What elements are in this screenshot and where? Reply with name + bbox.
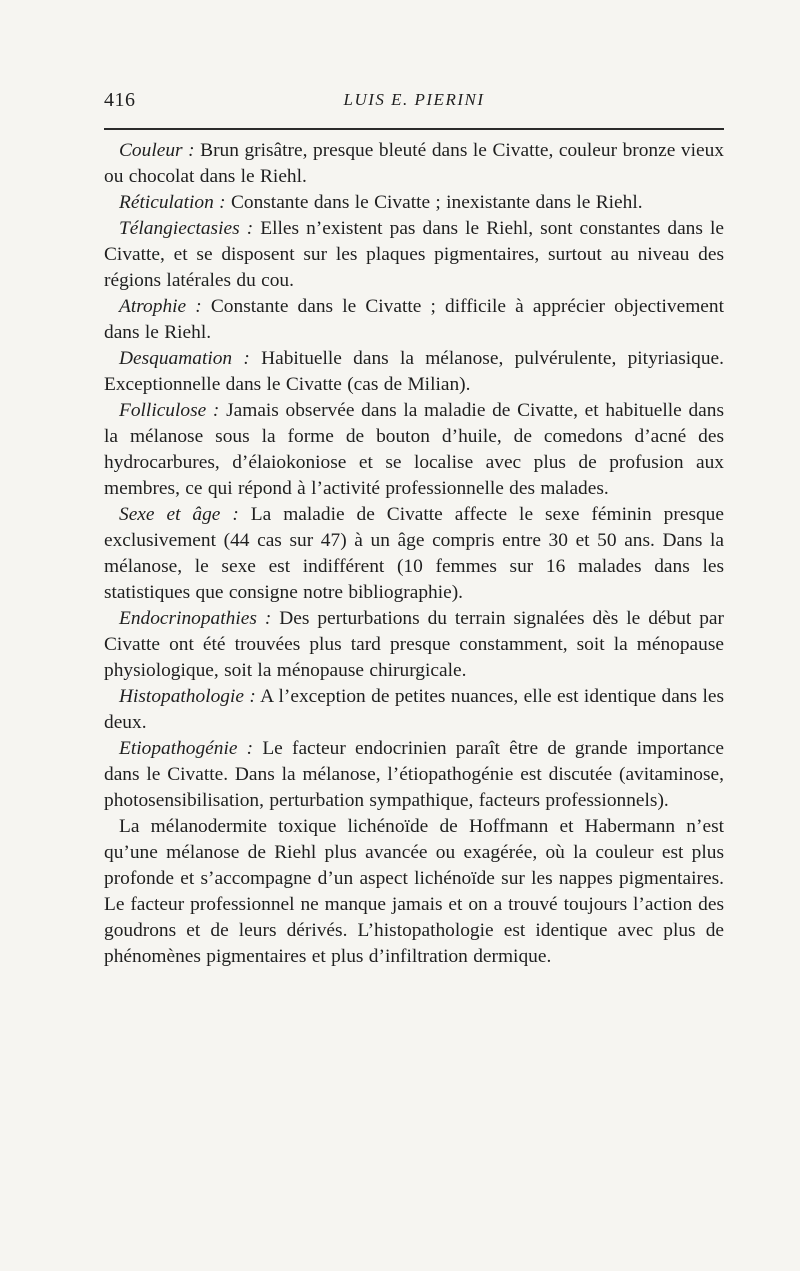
term-label: Réticulation : [119, 192, 226, 213]
paragraph-desquamation [104, 346, 724, 398]
paragraph-text: Des perturbations du terrain signalées dès le début par Civatte ont été trouvées plus tard presque constamment, soit la ménopause physiologique, soit la ménopause chirurgicale. [104, 608, 724, 681]
paragraph-text: Brun grisâtre, presque bleuté dans le Civatte, couleur bronze vieux ou chocolat dans le Riehl. [104, 140, 724, 187]
paragraph-endocrinopathies [104, 606, 724, 684]
term-label: Atrophie : [119, 296, 202, 317]
term-label: Télangiectasies : [119, 218, 254, 239]
term-label: Endocrinopathies : [119, 608, 272, 629]
term-label: Histopathologie : [119, 686, 256, 707]
paragraph-text: La mélanodermite toxique lichénoïde de Hoffmann et Habermann n’est qu’une mélanose de Riehl plus avancée ou exagérée, où la couleur est plus profonde et s’accompagne d’un aspect lichénoïde sur les nappes pigmentaires. Le facteur professionnel ne manque jamais et on a trouvé toujours l’action des goudrons et de leurs dérivés. L’histopathologie est identique avec plus de phénomènes pigmentaires et plus d’infiltration dermique. [104, 816, 724, 967]
paragraph-atrophie [104, 294, 724, 346]
running-head: LUIS E. PIERINI [343, 90, 485, 109]
term-label: Etiopathogénie : [119, 738, 254, 759]
paragraph-text: La maladie de Civatte affecte le sexe féminin presque exclusivement (44 cas sur 47) à un âge compris entre 30 et 50 ans. Dans la mélanose, le sexe est indifférent (10 femmes sur 16 malades dans les statistiques que consigne notre bibliographie). [104, 504, 724, 603]
page-header [104, 89, 724, 117]
term-label: Sexe et âge : [119, 504, 239, 525]
paragraph-histopathologie [104, 684, 724, 736]
paragraph-melanodermite [104, 814, 724, 970]
term-label: Folliculose : [119, 400, 220, 421]
paragraph-text: Habituelle dans la mélanose, pulvérulente, pityriasique. Exceptionnelle dans le Civatte (cas de Milian). [104, 348, 724, 395]
paragraph-text: Jamais observée dans la maladie de Civatte, et habituelle dans la mélanose sous la forme de bouton d’huile, de comedons d’acné des hydrocarbures, d’élaiokoniose et se localise avec plus de profusion aux membres, ce qui répond à l’activité professionnelle des malades. [104, 400, 725, 499]
paragraph-text: Le facteur endocrinien paraît être de grande importance dans le Civatte. Dans la mélanose, l’étiopathogénie est discutée (avitaminose, photosensibilisation, perturbation sympathique, facteurs professionnels). [104, 738, 724, 811]
paragraph-text: A l’exception de petites nuances, elle est identique dans les deux. [104, 686, 724, 733]
header-rule [104, 128, 724, 130]
paragraph-sexe-age [104, 502, 724, 606]
paragraph-telangiectasies [104, 216, 724, 294]
paragraph-etiopathogenie [104, 736, 724, 814]
term-label: Couleur : [119, 140, 195, 161]
paragraph-couleur [104, 138, 724, 190]
paragraph-text: Elles n’existent pas dans le Riehl, sont constantes dans le Civatte, et se disposent sur les plaques pigmentaires, surtout au niveau des régions latérales du cou. [104, 218, 724, 291]
page-number: 416 [104, 89, 136, 111]
paragraph-text: Constante dans le Civatte ; inexistante dans le Riehl. [225, 192, 643, 213]
paragraph-folliculose [104, 398, 724, 502]
paragraph-reticulation [104, 190, 724, 216]
paragraph-text: Constante dans le Civatte ; difficile à apprécier objectivement dans le Riehl. [104, 296, 724, 343]
term-label: Desquamation : [119, 348, 250, 369]
body-text [104, 138, 724, 970]
